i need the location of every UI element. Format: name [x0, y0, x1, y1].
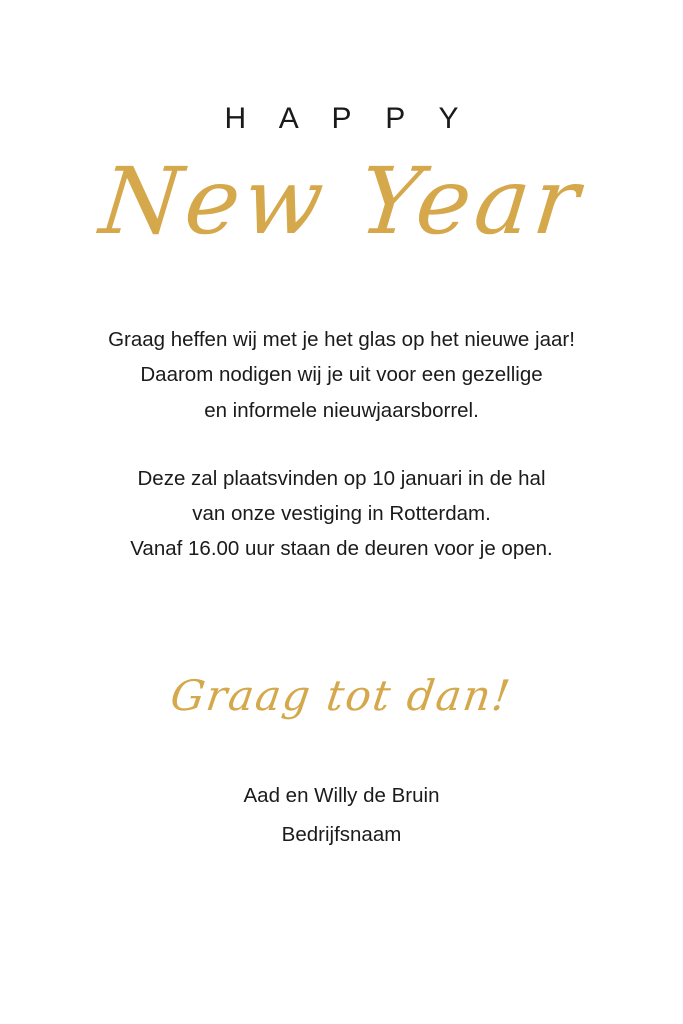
- signature-name: Aad en Willy de Bruin: [243, 784, 440, 808]
- body-line-2: Daarom nodigen wij je uit voor een gezellige: [140, 363, 543, 387]
- body-line-3: en informele nieuwjaarsborrel.: [204, 398, 479, 422]
- body-line-6: Vanaf 16.00 uur staan de deuren voor je open.: [130, 537, 553, 561]
- closing-script-text: Graag tot dan!: [168, 670, 516, 720]
- heading-new-year-script: New Year: [95, 148, 588, 255]
- body-line-1: Graag heffen wij met je het glas op het nieuwe jaar!: [108, 328, 575, 352]
- body-line-4: Deze zal plaatsvinden op 10 januari in de hal: [137, 466, 546, 490]
- paragraph-spacer: [62, 428, 622, 461]
- invitation-body: [62, 322, 622, 567]
- signature-company: Bedrijfsnaam: [281, 823, 402, 847]
- heading-happy: H A P P Y: [224, 102, 472, 135]
- signature-block: [244, 777, 440, 855]
- body-line-5: van onze vestiging in Rotterdam.: [192, 502, 491, 526]
